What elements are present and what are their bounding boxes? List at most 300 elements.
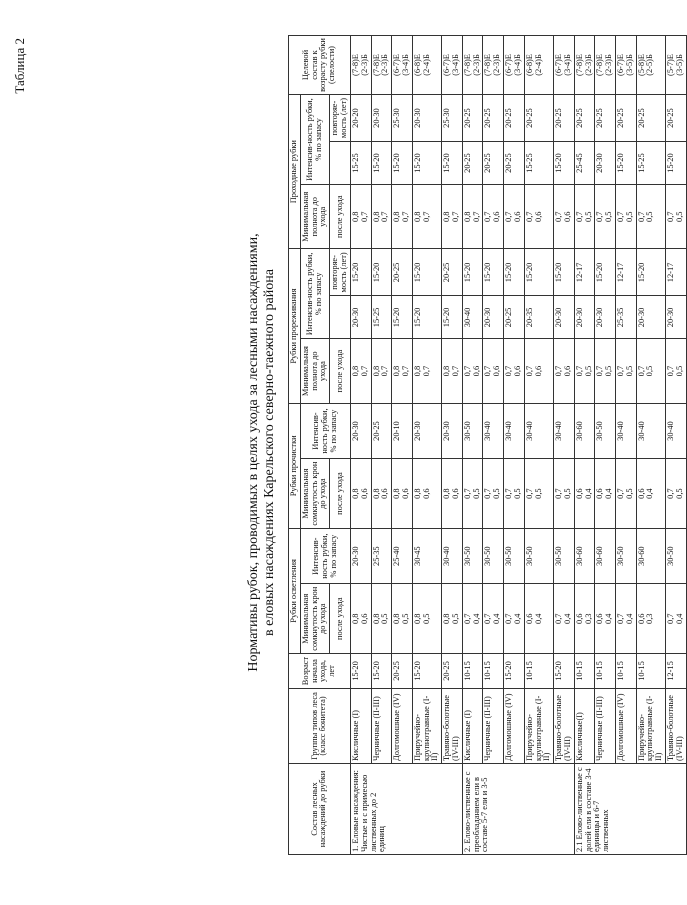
passing-density-cell-value: 0,5 [674,211,684,222]
target-composition-cell-value: (2-5)Б [645,54,655,76]
age-cell: 15-20 [350,654,371,689]
clearing-closure-cell-value: 0,8 [442,613,452,624]
passing-density-cell-value: 0,6 [492,211,502,222]
age-cell: 10-15 [616,654,637,689]
passing-density-cell [574,185,595,249]
thinning-intensity-cell: 20-30 [350,296,371,339]
passing-repeat-cell: 20-30 [371,95,392,142]
passing-intensity-cell: 20-25 [504,142,525,185]
thinning-repeat-cell: 12-17 [616,249,637,296]
thinning-density-cell-value: 0,5 [674,365,684,377]
clearing-intensity-cell: 30-45 [412,528,441,584]
clearing-intensity-cell: 30-50 [524,528,553,584]
passing-density-cell-value: 0,7 [451,211,460,222]
target-composition-cell [636,36,665,95]
thinning-intensity-cell: 20-30 [554,296,575,339]
passing-density-cell [504,185,525,249]
target-composition-cell-value: (5-7)Е [666,54,676,76]
thinning-repeat-cell: 12-17 [666,249,687,296]
passing-density-cell-value: 0,7 [636,211,646,222]
target-composition-cell-value: (2-3)Б [583,54,593,76]
target-composition-cell [616,36,637,95]
thinning-density-cell-value: 0,7 [421,365,431,377]
thinning-density-cell [442,339,463,403]
age-cell: 10-15 [524,654,553,689]
clearing-closure-cell-value: 0,8 [392,613,402,624]
table-body [350,36,686,855]
target-composition-cell-value: (7-8)Е [483,54,493,76]
thinning-density-cell-value: 0,7 [636,365,646,377]
thinning-density-cell [595,339,616,403]
clearing-closure-cell [412,584,441,654]
norms-table [288,35,687,855]
age-cell: 15-20 [371,654,392,689]
cleaning-intensity-cell: 30-40 [616,403,637,459]
target-composition-cell-value: (3-5)Б [624,54,634,76]
header-forest-group: Группы типов леса (класс бонитета) [289,689,351,764]
clearing-intensity-cell: 30-50 [554,528,575,584]
clearing-closure-cell-value: 0,7 [462,613,472,624]
thinning-intensity-cell: 20-35 [524,296,553,339]
passing-density-cell-value: 0,6 [512,211,522,222]
thinning-density-cell-value: 0,5 [624,365,634,377]
target-composition-cell-value: (7-8)Е [595,54,605,76]
target-composition-cell-value: (6-7)Е [554,54,564,76]
clearing-closure-cell [554,584,575,654]
table-row [636,36,665,855]
clearing-closure-cell-value: 0,8 [412,613,422,624]
clearing-closure-cell-value: 0,7 [504,613,514,624]
age-cell: 20-25 [392,654,413,689]
passing-density-cell [350,185,371,249]
group-name-cell: 2.1 Елово-лиственные с долей ели в составе 3-4 единицы и 6-7 лиственных [574,764,686,855]
passing-density-cell-value: 0,7 [616,211,625,222]
target-composition-cell [371,36,392,95]
thinning-density-cell-value: 0,6 [562,365,572,377]
thinning-intensity-cell: 20-25 [504,296,525,339]
thinning-repeat-cell: 15-20 [412,249,441,296]
clearing-closure-cell-value: 0,6 [524,613,534,624]
passing-density-cell-value: 0,8 [371,211,381,222]
passing-intensity-cell: 15-20 [554,142,575,185]
cleaning-closure-cell-value: 0,4 [583,488,593,499]
clearing-intensity-cell: 30-60 [574,528,595,584]
passing-density-cell-value: 0,7 [504,211,514,222]
clearing-closure-cell-value: 0,6 [595,613,605,624]
passing-density-cell-value: 0,5 [604,211,614,222]
forest-type-cell: Приручейно-крупнотравные (I-II) [524,689,553,764]
target-composition-cell-value: (2-4)Б [533,54,543,76]
cleaning-closure-cell-value: 0,8 [442,488,452,499]
clearing-closure-cell-value: 0,4 [471,613,481,624]
passing-density-cell [442,185,463,249]
cleaning-closure-cell-value: 0,5 [492,488,502,499]
cleaning-closure-cell [554,459,575,529]
header-repeat: повторяе-мость (лет) [330,95,351,142]
thinning-density-cell [350,339,371,403]
passing-density-cell [616,185,637,249]
cleaning-closure-cell-value: 0,7 [666,488,676,499]
target-composition-cell-value: (5-8)Е [636,54,646,76]
passing-density-cell [412,185,441,249]
header-composition: Состав лесных насаждений до рубки [289,764,351,855]
target-composition-cell-value: (7-8)Е [462,54,472,76]
clearing-closure-cell-value: 0,4 [674,613,684,624]
passing-repeat-cell: 25-30 [442,95,463,142]
thinning-density-cell-value: 0,8 [371,365,381,377]
cleaning-intensity-cell: 20-10 [392,403,413,459]
table-row [483,36,504,855]
forest-type-cell: Долгомошные (IV) [504,689,525,764]
passing-density-cell-value: 0,7 [574,211,584,222]
cleaning-closure-cell [442,459,463,529]
thinning-density-cell [412,339,441,403]
table-row [371,36,392,855]
clearing-intensity-cell: 30-50 [616,528,637,584]
clearing-closure-cell-value: 0,7 [554,613,564,624]
header-target: Целевой состав к возрасту рубки (спелости) [289,36,351,95]
cleaning-closure-cell [392,459,413,529]
clearing-closure-cell [595,584,616,654]
forest-type-cell: Травяно-болотные (IV-III) [442,689,463,764]
thinning-repeat-cell: 15-20 [595,249,616,296]
clearing-closure-cell [392,584,413,654]
thinning-density-cell-value: 0,8 [392,365,402,377]
cleaning-closure-cell [350,459,371,529]
thinning-density-cell-value: 0,7 [359,365,369,377]
thinning-density-cell-value: 0,5 [583,365,593,377]
header-cleaning-intensity: Интенсив-ность рубки, % по запасу [300,403,350,459]
passing-density-cell [636,185,665,249]
forest-type-cell: Долгомошные (IV) [392,689,413,764]
target-composition-cell [574,36,595,95]
cleaning-closure-cell [524,459,553,529]
clearing-closure-cell-value: 0,5 [421,613,431,624]
passing-repeat-cell: 20-25 [574,95,595,142]
thinning-density-cell [483,339,504,403]
cleaning-intensity-cell: 30-40 [483,403,504,459]
clearing-closure-cell-value: 0,4 [492,613,502,624]
header-thinning: Рубки прореживания [289,249,301,403]
clearing-closure-cell [636,584,665,654]
age-cell: 10-15 [574,654,595,689]
clearing-intensity-cell: 20-30 [350,528,371,584]
thinning-repeat-cell: 20-25 [392,249,413,296]
cleaning-intensity-cell: 30-40 [524,403,553,459]
clearing-closure-cell-value: 0,4 [604,613,614,624]
target-composition-cell [392,36,413,95]
passing-intensity-cell: 20-30 [595,142,616,185]
forest-type-cell: Черничные (II-III) [595,689,616,764]
cleaning-closure-cell [574,459,595,529]
target-composition-cell-value: (3-4)Б [512,54,522,76]
cleaning-closure-cell [371,459,392,529]
age-cell: 12-15 [666,654,687,689]
cleaning-closure-cell-value: 0,4 [604,488,614,499]
cleaning-closure-cell [504,459,525,529]
target-composition-cell [554,36,575,95]
thinning-intensity-cell: 30-40 [462,296,483,339]
passing-intensity-cell: 15-25 [350,142,371,185]
clearing-closure-cell-value: 0,7 [483,613,493,624]
target-composition-cell-value: (3-4)Б [400,54,410,76]
thinning-intensity-cell: 15-20 [412,296,441,339]
passing-intensity-cell: 15-20 [412,142,441,185]
cleaning-closure-cell-value: 0,6 [421,488,431,499]
thinning-repeat-cell: 15-20 [462,249,483,296]
header-after: после ухода [330,584,351,654]
clearing-intensity-cell: 25-40 [392,528,413,584]
thinning-density-cell [616,339,637,403]
thinning-density-cell-value: 0,6 [471,365,481,377]
clearing-closure-cell-value: 0,7 [616,613,625,624]
passing-density-cell-value: 0,7 [595,211,605,222]
target-composition-cell-value: (6-8)Е [524,54,534,76]
target-composition-cell-value: (2-3)Б [471,54,481,76]
cleaning-intensity-cell: 30-60 [574,403,595,459]
passing-density-cell [595,185,616,249]
passing-density-cell-value: 0,7 [554,211,564,222]
thinning-density-cell-value: 0,7 [595,365,605,377]
thinning-density-cell [504,339,525,403]
cleaning-closure-cell-value: 0,6 [451,488,460,499]
table-row [350,36,371,855]
forest-type-cell: Черничные (II-III) [371,689,392,764]
target-composition-cell-value: (7-8)Е [350,54,360,76]
header-after: после ухода [330,339,351,403]
cleaning-closure-cell-value: 0,7 [616,488,625,499]
cleaning-closure-cell-value: 0,6 [380,488,390,499]
thinning-density-cell-value: 0,7 [400,365,410,377]
clearing-intensity-cell: 30-40 [442,528,463,584]
thinning-intensity-cell: 15-20 [392,296,413,339]
target-composition-cell-value: (6-7)Е [504,54,514,76]
thinning-intensity-cell: 25-35 [616,296,637,339]
clearing-intensity-cell: 30-50 [504,528,525,584]
cleaning-intensity-cell: 30-40 [554,403,575,459]
target-composition-cell-value: (6-7)Е [392,54,402,76]
thinning-intensity-cell: 20-30 [483,296,504,339]
passing-repeat-cell: 20-30 [412,95,441,142]
header-age: Возраст начала ухода, лет [289,654,351,689]
passing-density-cell [666,185,687,249]
clearing-closure-cell [350,584,371,654]
cleaning-intensity-cell: 30-50 [462,403,483,459]
target-composition-cell-value: (7-8)Е [371,54,381,76]
passing-density-cell [392,185,413,249]
cleaning-closure-cell-value: 0,5 [533,488,543,499]
header-after: после ухода [330,459,351,529]
clearing-closure-cell-value: 0,5 [380,613,390,624]
table-row [412,36,441,855]
passing-density-cell-value: 0,8 [350,211,360,222]
clearing-closure-cell [616,584,637,654]
cleaning-intensity-cell: 30-50 [595,403,616,459]
target-composition-cell-value: (2-3)Б [380,54,390,76]
passing-density-cell-value: 0,5 [583,211,593,222]
cleaning-closure-cell-value: 0,7 [524,488,534,499]
thinning-density-cell-value: 0,7 [451,365,460,377]
passing-intensity-cell: 25-45 [574,142,595,185]
document-title: Нормативы рубок, проводимых в целях ухода за лесными насаждениями, [246,233,261,672]
cleaning-intensity-cell: 20-30 [412,403,441,459]
thinning-repeat-cell: 15-20 [371,249,392,296]
header-cleaning-closure: Минимальная сомкнутость крон до ухода [300,459,329,529]
forest-type-cell: Черничные (II-III) [483,689,504,764]
cleaning-intensity-cell: 30-40 [636,403,665,459]
clearing-closure-cell-value: 0,5 [451,613,460,624]
target-composition-cell [442,36,463,95]
thinning-density-cell [371,339,392,403]
thinning-intensity-cell: 20-30 [574,296,595,339]
clearing-closure-cell-value: 0,3 [583,613,593,624]
passing-density-cell-value: 0,6 [562,211,572,222]
thinning-density-cell-value: 0,7 [574,365,584,377]
passing-repeat-cell: 20-25 [636,95,665,142]
passing-density-cell-value: 0,7 [666,211,676,222]
header-passing-intensity: Интенсив-ность рубки, % по запасу [300,95,329,185]
target-composition-cell-value: (3-5)Б [674,54,684,76]
thinning-repeat-cell: 12-17 [574,249,595,296]
cleaning-closure-cell-value: 0,5 [471,488,481,499]
clearing-closure-cell-value: 0,4 [624,613,634,624]
thinning-density-cell [462,339,483,403]
cleaning-closure-cell [666,459,687,529]
passing-repeat-cell: 20-25 [616,95,637,142]
forest-type-cell: Приручейно-крупнотравные (I-II) [412,689,441,764]
cleaning-closure-cell-value: 0,4 [645,488,655,499]
target-composition-cell-value: (3-4)Б [451,54,460,76]
cleaning-intensity-cell: 20-30 [442,403,463,459]
thinning-density-cell-value: 0,7 [504,365,514,377]
thinning-density-cell-value: 0,7 [462,365,472,377]
thinning-repeat-cell: 15-20 [636,249,665,296]
header-clearing: Рубки осветления [289,528,301,653]
clearing-closure-cell-value: 0,5 [400,613,410,624]
thinning-density-cell [636,339,665,403]
clearing-intensity-cell: 25-35 [371,528,392,584]
target-composition-cell [483,36,504,95]
passing-intensity-cell: 20-25 [483,142,504,185]
header-repeat: повторяе-мость (лет) [330,249,351,296]
thinning-density-cell [554,339,575,403]
header-after: после ухода [330,185,351,249]
passing-intensity-cell: 15-20 [616,142,637,185]
table-row [666,36,687,855]
target-composition-cell-value: (6-8)Е [412,54,422,76]
cleaning-closure-cell-value: 0,6 [636,488,646,499]
target-composition-cell [504,36,525,95]
thinning-density-cell-value: 0,8 [412,365,422,377]
cleaning-closure-cell [412,459,441,529]
thinning-repeat-cell: 15-20 [554,249,575,296]
cleaning-closure-cell-value: 0,5 [674,488,684,499]
clearing-closure-cell-value: 0,3 [645,613,655,624]
passing-repeat-cell: 20-25 [595,95,616,142]
cleaning-closure-cell-value: 0,8 [350,488,360,499]
target-composition-cell-value: (2-3)Б [492,54,502,76]
header-thinning-intensity: Интенсив-ность рубки, % по запасу [300,249,329,339]
clearing-intensity-cell: 30-50 [462,528,483,584]
thinning-density-cell [666,339,687,403]
thinning-density-cell-value: 0,7 [483,365,493,377]
thinning-density-cell-value: 0,8 [350,365,360,377]
cleaning-closure-cell-value: 0,8 [412,488,422,499]
passing-repeat-cell: 20-25 [483,95,504,142]
thinning-intensity-cell: 15-20 [442,296,463,339]
cleaning-closure-cell-value: 0,6 [595,488,605,499]
thinning-repeat-cell: 15-20 [483,249,504,296]
passing-density-cell-value: 0,6 [533,211,543,222]
thinning-density-cell-value: 0,6 [533,365,543,377]
forest-type-cell: Травяно-болотные (IV-III) [554,689,575,764]
clearing-closure-cell-value: 0,8 [371,613,381,624]
cleaning-closure-cell-value: 0,7 [504,488,514,499]
table-row [442,36,463,855]
passing-intensity-cell: 15-25 [636,142,665,185]
clearing-closure-cell-value: 0,6 [636,613,646,624]
clearing-closure-cell-value: 0,8 [350,613,360,624]
table-row [504,36,525,855]
passing-intensity-cell: 15-20 [392,142,413,185]
thinning-density-cell-value: 0,6 [512,365,522,377]
clearing-closure-cell-value: 0,4 [533,613,543,624]
cleaning-closure-cell-value: 0,8 [392,488,402,499]
header-passing-density: Минимальная полнота до ухода [300,185,329,249]
forest-type-cell: Кисличные(I) [574,689,595,764]
thinning-density-cell-value: 0,7 [380,365,390,377]
passing-repeat-cell: 20-25 [524,95,553,142]
clearing-intensity-cell: 30-50 [666,528,687,584]
clearing-closure-cell [524,584,553,654]
passing-intensity-cell: 15-25 [524,142,553,185]
thinning-repeat-cell: 15-20 [524,249,553,296]
thinning-intensity-cell: 20-30 [595,296,616,339]
cleaning-closure-cell-value: 0,5 [624,488,634,499]
target-composition-cell-value: (2-3)Б [604,54,614,76]
age-cell: 15-20 [412,654,441,689]
age-cell: 10-15 [595,654,616,689]
passing-intensity-cell: 20-25 [462,142,483,185]
passing-repeat-cell: 20-25 [666,95,687,142]
header-cleaning: Рубки прочистки [289,403,301,528]
passing-repeat-cell: 20-25 [554,95,575,142]
passing-repeat-cell: 20-25 [504,95,525,142]
target-composition-cell [412,36,441,95]
thinning-intensity-cell: 20-30 [666,296,687,339]
target-composition-cell-value: (7-8)Е [574,54,584,76]
passing-density-cell-value: 0,5 [624,211,634,222]
thinning-intensity-cell: 20-30 [636,296,665,339]
thinning-density-cell [392,339,413,403]
clearing-closure-cell [666,584,687,654]
age-cell: 15-20 [504,654,525,689]
cleaning-closure-cell [483,459,504,529]
passing-density-cell-value: 0,8 [412,211,422,222]
target-composition-cell-value: (6-7)Е [616,54,625,76]
clearing-closure-cell [442,584,463,654]
passing-density-cell-value: 0,7 [359,211,369,222]
target-composition-cell-value: (3-4)Б [562,54,572,76]
table-row [392,36,413,855]
thinning-density-cell-value: 0,7 [616,365,625,377]
passing-density-cell-value: 0,8 [392,211,402,222]
target-composition-cell [524,36,553,95]
clearing-closure-cell-value: 0,6 [574,613,584,624]
forest-type-cell: Травяно-болотные (IV-III) [666,689,687,764]
target-composition-cell [350,36,371,95]
passing-density-cell-value: 0,7 [400,211,410,222]
